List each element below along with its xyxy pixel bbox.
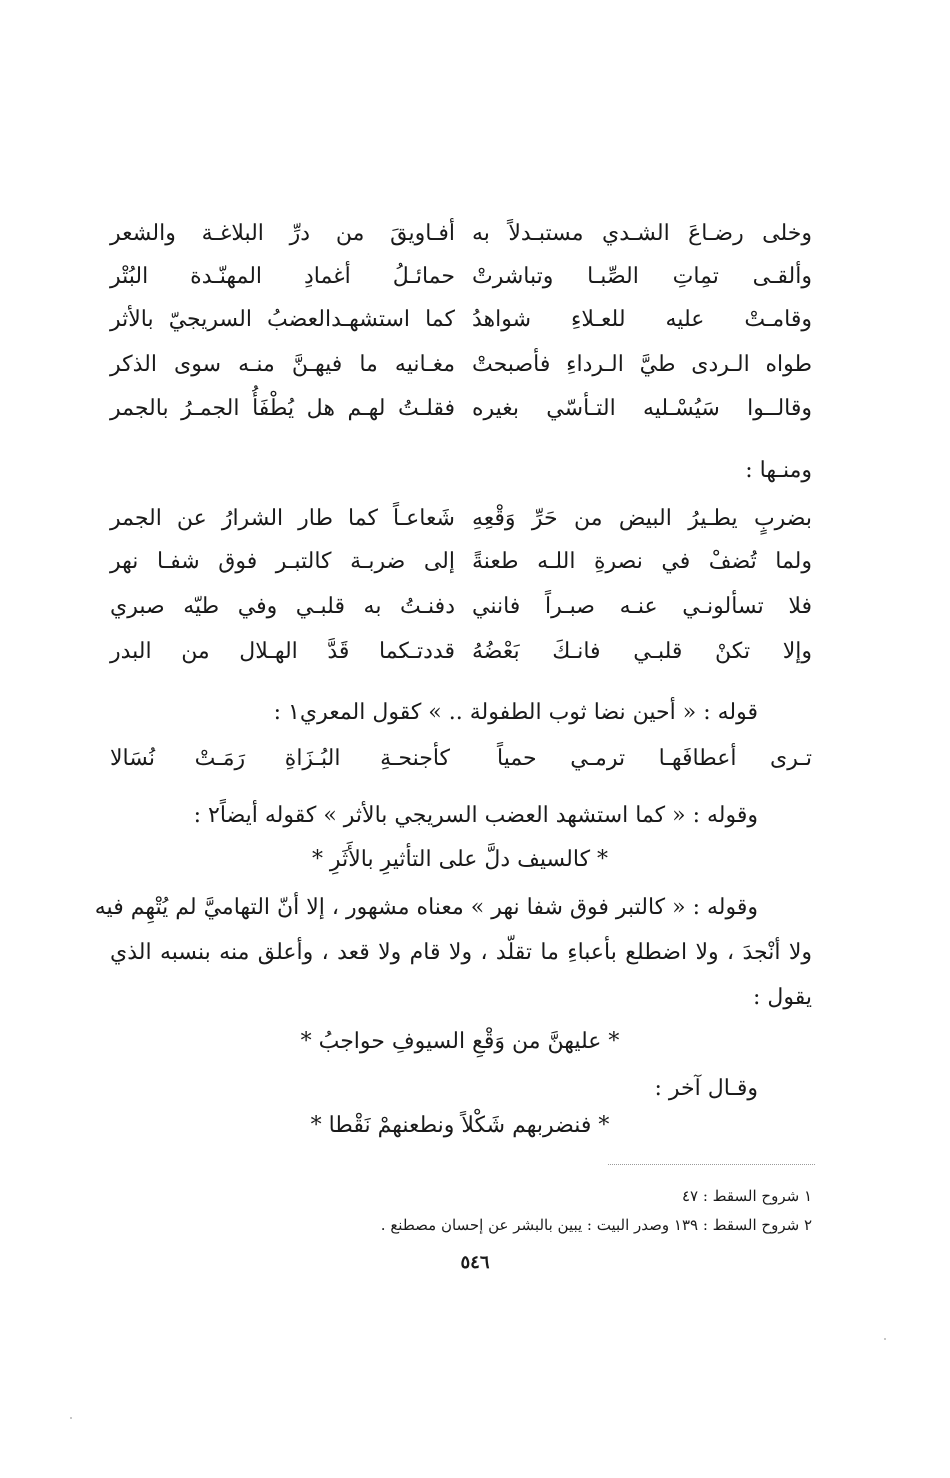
verse-4-first-hemistich: طواه الـردى طيَّ الـرداءِ فأصبحتْ — [472, 352, 812, 377]
commentary-line-5: يقول : — [752, 985, 812, 1010]
page-number: ٥٤٦ — [460, 1252, 490, 1273]
verse-8-first-hemistich: فلا تسألونـي عنـه صبـراً فانني — [472, 594, 812, 619]
commentary-line-6: وقـال آخر : — [654, 1076, 758, 1101]
cited-hemistich-1: * كالسيف دلَّ على التأثيرِ بالأَثَرِ * — [311, 847, 609, 872]
commentary-line-4: ولا أنْجدَ ، ولا اضطلع بأعباءِ ما تقلّد ، ولا قام ولا قعد ، وأعلق منه بنسبه الذي — [110, 940, 812, 965]
cited-verse-first-hemistich: تـرى أعطافَهـا ترمـي حمياً — [497, 746, 812, 771]
verse-2-first-hemistich: وألقـى تمِاتِ الصِّبـا وتباشرتْ — [472, 264, 812, 289]
verse-2-second-hemistich: حمائـلُ أغمادِ المهنّـدة البُتْر — [110, 264, 455, 289]
verse-9-first-hemistich: وإلا تكنْ قلبـي فانـكَ بَعْضُهُ — [472, 639, 812, 664]
verse-5-first-hemistich: وقالــوا سَيُسْـليه التـأسّي بغيره — [472, 396, 812, 421]
verse-8-second-hemistich: دفنـتُ به قلبـي وفي طيّه صبري — [110, 594, 455, 619]
footnote-1: ١ شروح السقط : ٤٧ — [681, 1187, 812, 1205]
verse-7-second-hemistich: إلى ضربـة كالتبـر فوق شفـا نهر — [110, 549, 455, 574]
verse-7-first-hemistich: ولما تُضفْ في نصرةِ اللـه طعنةً — [472, 549, 812, 574]
cited-verse-second-hemistich: كأجنحـةِ البُـزَاةِ رَمَـتْ نُسَالا — [110, 746, 450, 771]
commentary-line-3: وقوله : « كالتبر فوق شفا نهر » معناه مشهور ، إلا أنّ التهاميَّ لم يُتْهِم فيه — [94, 895, 758, 920]
cited-hemistich-2: * عليهنَّ من وَقْعِ السيوفِ حواجبُ * — [300, 1029, 620, 1054]
verse-1-first-hemistich: وخلى رضـاعَ الشـدي مستبـدلاً به — [472, 221, 812, 246]
verse-6-first-hemistich: بضربٍ يطـيرُ البيض من حَرِّ وَقْعِهِ — [472, 506, 812, 531]
verse-5-second-hemistich: فقلـتُ لهـم هل يُطْفَأُ الجمـرُ بالجمر — [110, 396, 455, 421]
verse-3-second-hemistich: كما استشهـدالعضبُ السريجيّ بالأثر — [110, 307, 455, 332]
verse-3-first-hemistich: وقامـتْ عليه للعـلاءِ شواهدُ — [472, 307, 812, 332]
scan-speck — [70, 1417, 72, 1419]
footnote-2: ٢ شروح السقط : ١٣٩ وصدر البيت : يبين بالبشر عن إحسان مصطنع . — [380, 1216, 812, 1234]
verse-4-second-hemistich: مغـانيه ما فيهـنَّ منـه سوى الذكر — [110, 352, 455, 377]
cited-hemistich-3: * فنضربهم شَكْلاً ونطعنهمْ نَقْطا * — [310, 1113, 610, 1138]
commentary-line-1: قوله : « أحين نضا ثوب الطفولة .. » كقول المعري١ : — [273, 700, 758, 725]
verse-6-second-hemistich: شَعاعـاً كما طار الشرارُ عن الجمر — [110, 506, 455, 531]
commentary-line-2: وقوله : « كما استشهد العضب السريجي بالأثر » كقوله أيضاً٢ : — [193, 803, 758, 828]
footnote-separator — [608, 1164, 815, 1165]
section-intro: ومنـها : — [745, 458, 812, 483]
scan-speck — [884, 1338, 886, 1340]
verse-1-second-hemistich: أفـاويقَ من درِّ البلاغـة والشعر — [110, 221, 455, 246]
verse-9-second-hemistich: قددتـكما قَدَّ الهـلال من البدر — [110, 639, 455, 664]
